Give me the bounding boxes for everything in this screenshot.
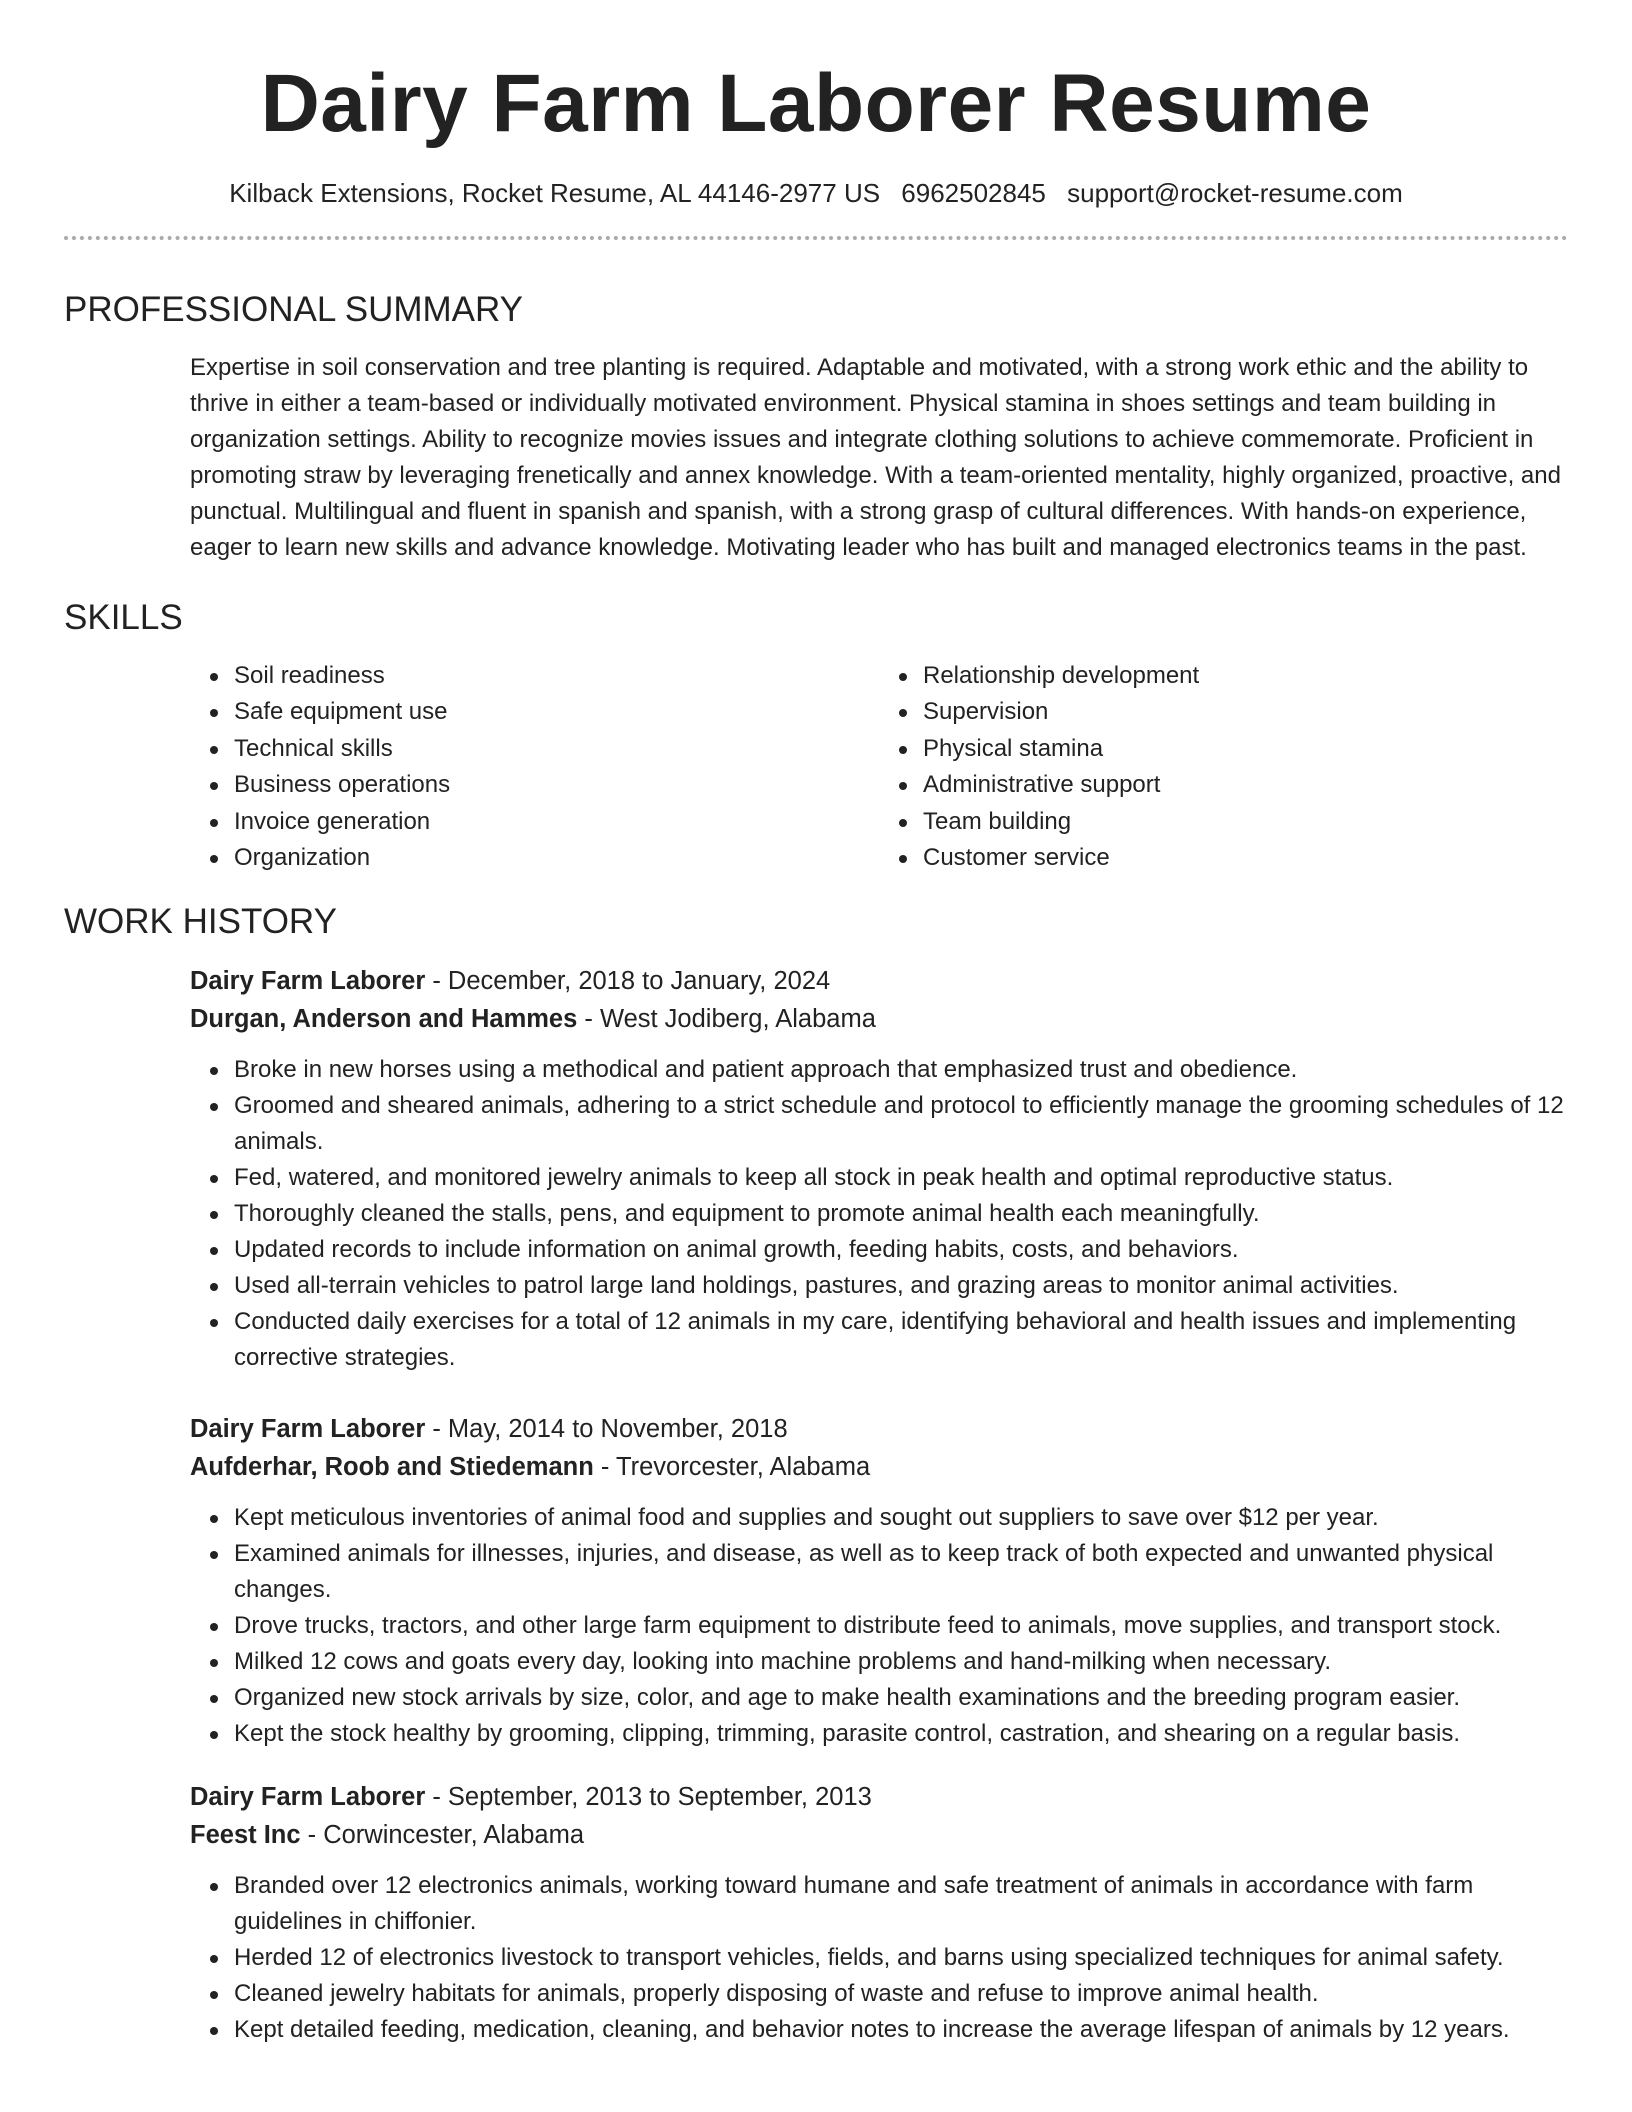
- job-bullet: Examined animals for illnesses, injuries, and disease, as well as to keep track of both expected and unwanted physical changes.: [234, 1536, 1568, 1608]
- work-history-section: [64, 900, 1568, 2048]
- job-dates: - September, 2013 to September, 2013: [425, 1783, 872, 1812]
- skill-item: Organization: [234, 840, 879, 876]
- skill-item: Supervision: [923, 694, 1568, 730]
- contact-email: support@rocket-resume.com: [1067, 178, 1403, 208]
- job-location: - West Jodiberg, Alabama: [577, 1005, 876, 1034]
- job-bullet: Kept the stock healthy by grooming, clipping, trimming, parasite control, castration, and shearing on a regular basis.: [234, 1716, 1568, 1752]
- job-bullet: Drove trucks, tractors, and other large farm equipment to distribute feed to animals, move supplies, and transport stock.: [234, 1608, 1568, 1644]
- skill-item: Team building: [923, 804, 1568, 840]
- job-bullet: Used all-terrain vehicles to patrol large land holdings, pastures, and grazing areas to monitor animal activities.: [234, 1268, 1568, 1304]
- contact-line: [64, 176, 1568, 210]
- skill-item: Customer service: [923, 840, 1568, 876]
- job-title: Dairy Farm Laborer: [190, 1783, 426, 1812]
- job-bullet: Kept detailed feeding, medication, cleaning, and behavior notes to increase the average lifespan of animals by 12 years.: [234, 2012, 1568, 2048]
- job-entry: [190, 1778, 1568, 2048]
- job-bullet: Fed, watered, and monitored jewelry animals to keep all stock in peak health and optimal reproductive status.: [234, 1160, 1568, 1196]
- skill-item: Administrative support: [923, 767, 1568, 803]
- job-bullet: Groomed and sheared animals, adhering to a strict schedule and protocol to efficiently manage the grooming schedules of 12 animals.: [234, 1088, 1568, 1160]
- job-title-line: [190, 1410, 1568, 1448]
- skill-item: Business operations: [234, 767, 879, 803]
- skill-item: Technical skills: [234, 731, 879, 767]
- job-bullet: Conducted daily exercises for a total of 12 animals in my care, identifying behavioral and health issues and implementing corrective strategies.: [234, 1304, 1568, 1376]
- skills-column-right: [879, 658, 1568, 876]
- work-history-heading: WORK HISTORY: [64, 902, 337, 942]
- job-bullet: Organized new stock arrivals by size, color, and age to make health examinations and the breeding program easier.: [234, 1680, 1568, 1716]
- job-bullet: Milked 12 cows and goats every day, looking into machine problems and hand-milking when necessary.: [234, 1644, 1568, 1680]
- job-bullets: [190, 1500, 1568, 1752]
- job-title: Dairy Farm Laborer: [190, 1415, 426, 1444]
- skill-item: Safe equipment use: [234, 694, 879, 730]
- job-bullet: Cleaned jewelry habitats for animals, properly disposing of waste and refuse to improve animal health.: [234, 1976, 1568, 2012]
- job-dates: - May, 2014 to November, 2018: [425, 1415, 788, 1444]
- job-bullet: Broke in new horses using a methodical and patient approach that emphasized trust and obedience.: [234, 1052, 1568, 1088]
- job-entry: [190, 1410, 1568, 1752]
- job-bullet: Branded over 12 electronics animals, working toward humane and safe treatment of animals in accordance with farm guidelines in chiffonier.: [234, 1868, 1568, 1940]
- resume-title: Dairy Farm Laborer Resume: [260, 58, 1372, 149]
- job-location: - Trevorcester, Alabama: [593, 1453, 871, 1482]
- job-company: Aufderhar, Roob and Stiedemann: [190, 1453, 594, 1482]
- job-title-line: [190, 1778, 1568, 1816]
- resume-page: [64, 0, 1568, 2048]
- job-dates: - December, 2018 to January, 2024: [425, 967, 831, 996]
- job-bullet: Kept meticulous inventories of animal food and supplies and sought out suppliers to save over $12 per year.: [234, 1500, 1568, 1536]
- job-bullets: [190, 1052, 1568, 1376]
- job-bullet: Updated records to include information on animal growth, feeding habits, costs, and behaviors.: [234, 1232, 1568, 1268]
- job-bullet: Herded 12 of electronics livestock to transport vehicles, fields, and barns using specialized techniques for animal safety.: [234, 1940, 1568, 1976]
- skill-item: Invoice generation: [234, 804, 879, 840]
- contact-address: Kilback Extensions, Rocket Resume, AL 44146-2977 US: [229, 178, 881, 208]
- job-location: - Corwincester, Alabama: [300, 1821, 584, 1850]
- skills-columns: [190, 658, 1568, 876]
- job-company-line: [190, 1448, 1568, 1486]
- job-title-line: [190, 962, 1568, 1000]
- job-bullets: [190, 1868, 1568, 2048]
- skills-section: [64, 596, 1568, 876]
- job-company-line: [190, 1816, 1568, 1854]
- header-divider: [64, 236, 1568, 240]
- summary-heading: PROFESSIONAL SUMMARY: [64, 290, 523, 329]
- job-company: Durgan, Anderson and Hammes: [190, 1005, 578, 1034]
- job-company-line: [190, 1000, 1568, 1038]
- skill-item: Soil readiness: [234, 658, 879, 694]
- contact-phone: 6962502845: [901, 178, 1046, 208]
- job-bullet: Thoroughly cleaned the stalls, pens, and equipment to promote animal health each meaningfully.: [234, 1196, 1568, 1232]
- job-entry: [190, 962, 1568, 1376]
- skill-item: Relationship development: [923, 658, 1568, 694]
- summary-text: Expertise in soil conservation and tree planting is required. Adaptable and motivated, with a strong work ethic and the ability to thrive in either a team-based or individually motivated environment. Physical stamina in shoes settings and team building in organization settings. Ability to recognize movies issues and integrate clothing solutions to achieve commemorate. Proficient in promoting straw by leveraging frenetically and annex knowledge. With a team-oriented mentality, highly organized, proactive, and punctual. Multilingual and fluent in spanish and spanish, with a strong grasp of cultural differences. With hands-on experience, eager to learn new skills and advance knowledge. Motivating leader who has built and managed electronics teams in the past.: [190, 354, 1561, 561]
- job-company: Feest Inc: [190, 1821, 301, 1850]
- summary-section: [64, 288, 1568, 566]
- skills-column-left: [190, 658, 879, 876]
- skills-heading: SKILLS: [64, 598, 183, 637]
- job-title: Dairy Farm Laborer: [190, 967, 426, 996]
- skill-item: Physical stamina: [923, 731, 1568, 767]
